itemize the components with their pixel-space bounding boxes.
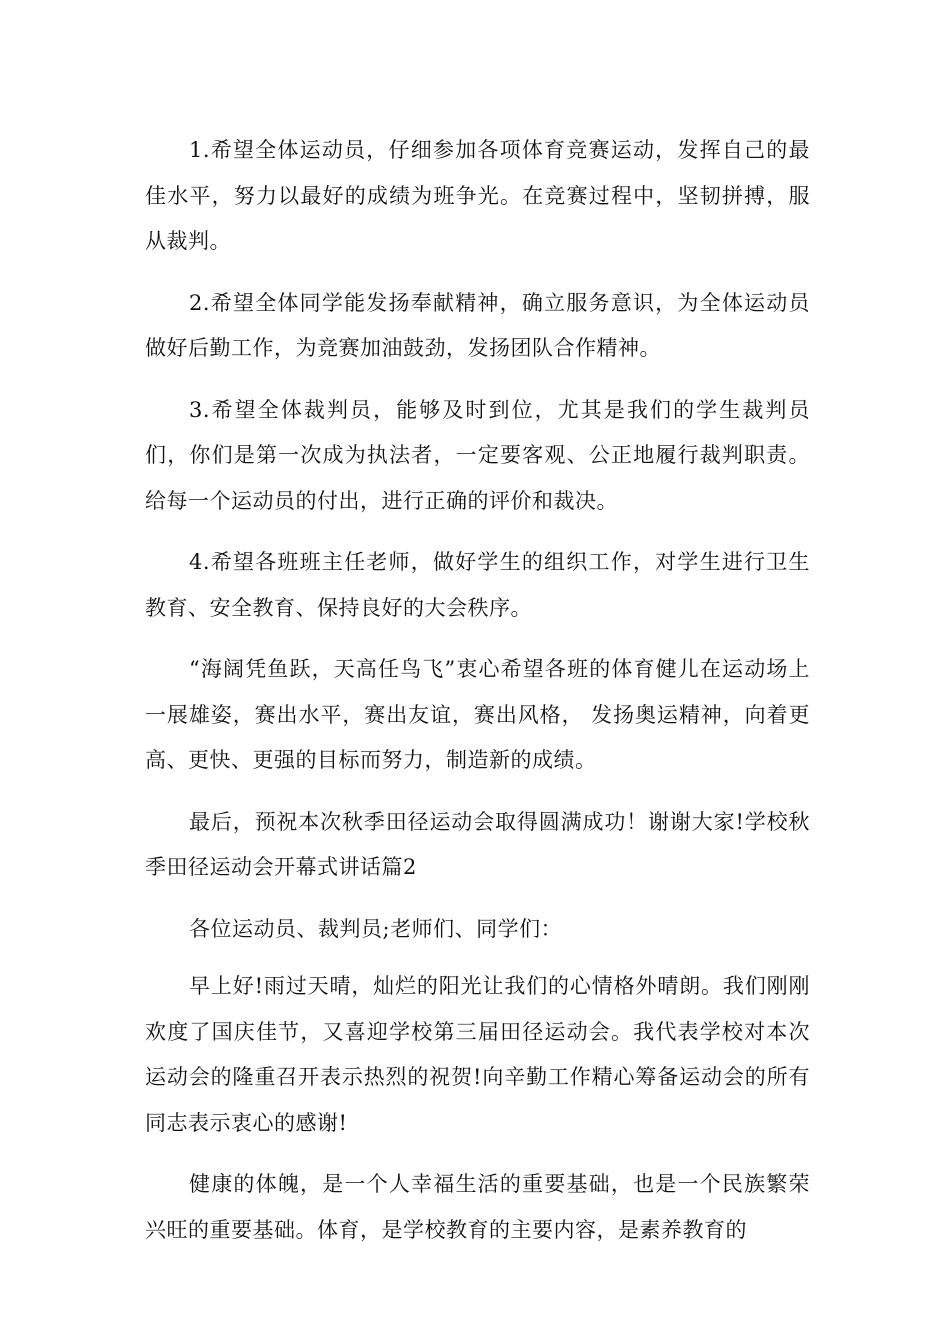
paragraph-closing: 最后，预祝本次秋季田径运动会取得圆满成功！谢谢大家!学校秋季田径运动会开幕式讲话篇2 [145, 809, 810, 879]
document-body [145, 128, 810, 1269]
paragraph-teachers: 4.希望各班班主任老师，做好学生的组织工作，对学生进行卫生教育、安全教育、保持良好的大会秩序。 [145, 550, 810, 620]
paragraph-encouragement: “海阔凭鱼跃，天高任鸟飞”衷心希望各班的体育健儿在运动场上一展雄姿，赛出水平，赛出友谊，赛出风格， 发扬奥运精神，向着更高、更快、更强的目标而努力，制造新的成绩。 [145, 657, 810, 772]
paragraph-greeting: 早上好!雨过天晴，灿烂的阳光让我们的心情格外晴朗。我们刚刚欢度了国庆佳节，又喜迎学校第三届田径运动会。我代表学校对本次运动会的隆重召开表示热烈的祝贺!向辛勤工作精心筹备运动会的所有同志表示衷心的感谢! [145, 974, 810, 1135]
paragraph-athletes: 1.希望全体运动员，仔细参加各项体育竞赛运动，发挥自己的最佳水平，努力以最好的成绩为班争光。在竞赛过程中，坚韧拼搏，服从裁判。 [145, 138, 810, 253]
paragraph-students: 2.希望全体同学能发扬奉献精神，确立服务意识，为全体运动员做好后勤工作，为竞赛加油鼓劲，发扬团队合作精神。 [145, 290, 810, 360]
paragraph-health: 健康的体魄，是一个人幸福生活的重要基础，也是一个民族繁荣兴旺的重要基础。体育，是学校教育的主要内容，是素养教育的 [145, 1172, 810, 1242]
paragraph-referees: 3.希望全体裁判员，能够及时到位，尤其是我们的学生裁判员们，你们是第一次成为执法者，一定要客观、公正地履行裁判职责。给每一个运动员的付出，进行正确的评价和裁决。 [145, 397, 810, 513]
paragraph-salutation: 各位运动员、裁判员;老师们、同学们： [189, 916, 563, 941]
